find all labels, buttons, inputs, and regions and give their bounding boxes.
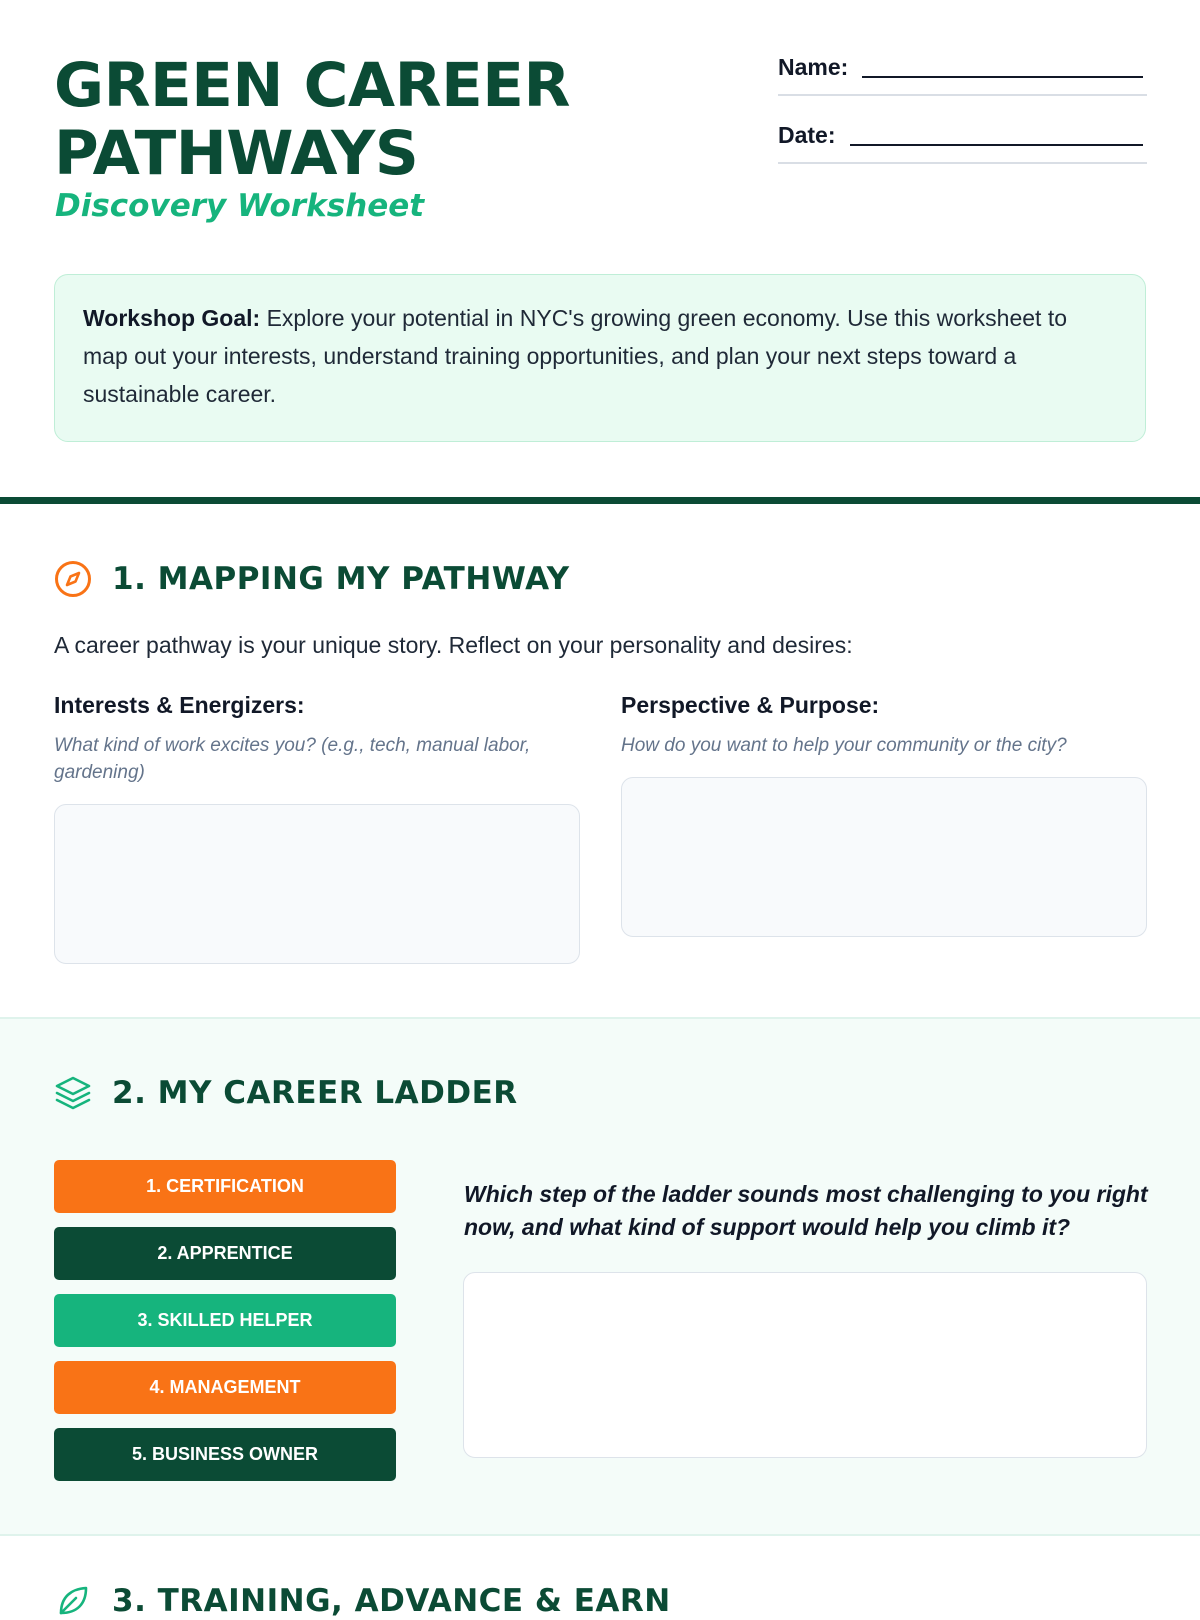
compass-icon	[54, 560, 92, 598]
section-2-title: 2. MY CAREER LADDER	[112, 1075, 518, 1111]
ladder-step-skilled-helper: 3. SKILLED HELPER	[54, 1294, 396, 1347]
worksheet-header	[0, 0, 1200, 495]
ladder-step-management: 4. MANAGEMENT	[54, 1361, 396, 1414]
name-label: Name:	[778, 54, 849, 80]
ladder-step-certification: 1. CERTIFICATION	[54, 1160, 396, 1213]
header-divider	[0, 497, 1200, 504]
section-1-heading	[54, 560, 570, 598]
ladder-step-business-owner: 5. BUSINESS OWNER	[54, 1428, 396, 1481]
section-1-title: 1. MAPPING MY PATHWAY	[112, 561, 570, 597]
date-field[interactable]	[778, 122, 1147, 164]
ladder-answer-box[interactable]	[463, 1272, 1147, 1458]
section-2-heading	[54, 1074, 518, 1112]
goal-label: Workshop Goal:	[83, 305, 261, 331]
purpose-answer-box[interactable]	[621, 777, 1147, 937]
purpose-hint: How do you want to help your community or the city?	[621, 735, 1067, 756]
name-blank-line[interactable]	[862, 54, 1143, 78]
section-3-title: 3. TRAINING, ADVANCE & EARN	[112, 1583, 671, 1619]
workshop-goal-box	[54, 274, 1146, 442]
interests-hint: What kind of work excites you? (e.g., tech, manual labor, gardening)	[54, 735, 531, 783]
purpose-label: Perspective & Purpose:	[621, 692, 880, 718]
goal-text: Explore your potential in NYC's growing green economy. Use this worksheet to map out your interests, understand training opportunities, and plan your next steps toward a sustainable career.	[83, 305, 1067, 407]
ladder-question: Which step of the ladder sounds most challenging to you right now, and what kind of support would help you climb it?	[464, 1181, 1148, 1240]
date-label: Date:	[778, 122, 836, 148]
career-ladder	[54, 1160, 396, 1495]
ladder-step-apprentice: 2. APPRENTICE	[54, 1227, 396, 1280]
section-1-intro: A career pathway is your unique story. Reflect on your personality and desires:	[54, 632, 853, 658]
section-3-heading	[54, 1582, 671, 1620]
name-field[interactable]	[778, 54, 1147, 96]
interests-answer-box[interactable]	[54, 804, 580, 964]
title-line-1: GREEN CAREER	[54, 50, 570, 121]
page-title	[54, 52, 570, 188]
title-line-2: PATHWAYS	[54, 118, 419, 189]
interests-label: Interests & Energizers:	[54, 692, 305, 718]
date-blank-line[interactable]	[850, 122, 1143, 146]
layers-icon	[54, 1074, 92, 1112]
leaf-icon	[54, 1582, 92, 1620]
page-subtitle: Discovery Worksheet	[55, 188, 425, 224]
